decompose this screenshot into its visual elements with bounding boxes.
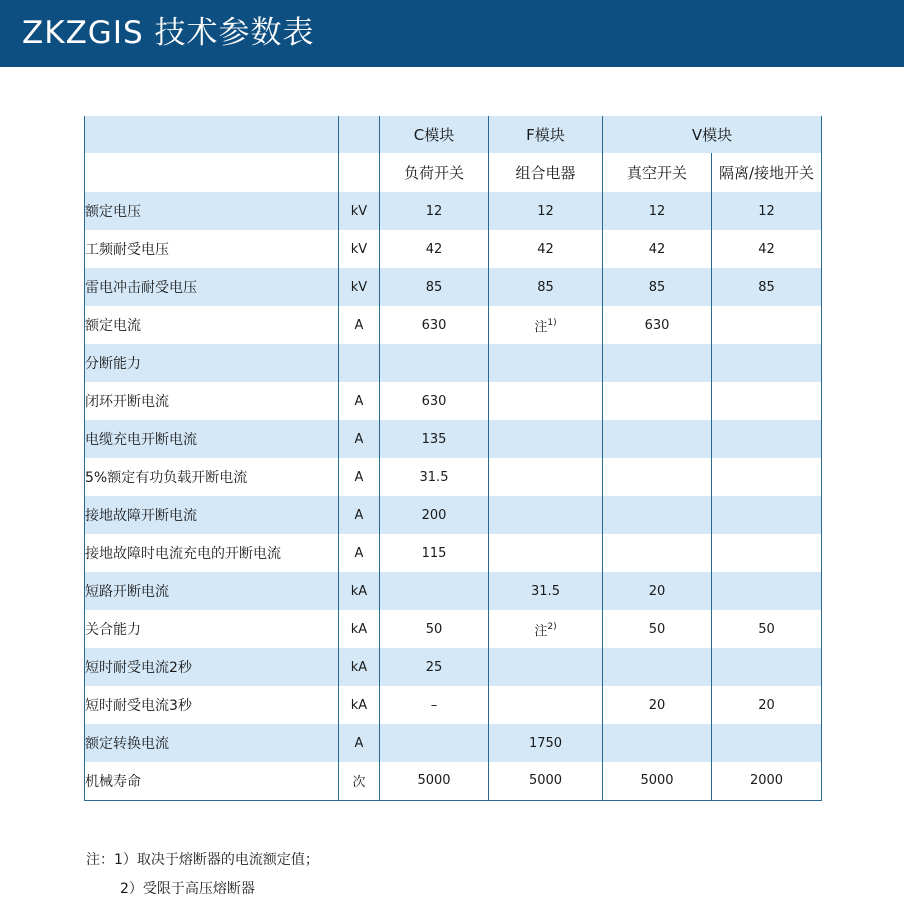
value-c-module-text: 200 [421, 507, 447, 523]
value-v-disconnector [712, 648, 822, 686]
value-c-module-text: 135 [421, 431, 447, 447]
value-c-module-text: 630 [421, 393, 447, 409]
value-c-module [380, 648, 489, 686]
value-f-module [489, 268, 603, 306]
param-name-text: 额定电流 [85, 318, 141, 334]
table-row [85, 534, 822, 572]
value-v-vacuum-text: 85 [648, 279, 666, 295]
value-f-module [489, 762, 603, 800]
value-f-module-text: 1750 [528, 735, 563, 751]
header-c-module: C模块 [380, 116, 489, 153]
value-v-disconnector [712, 610, 822, 648]
param-name [85, 648, 339, 686]
param-name [85, 610, 339, 648]
value-v-disconnector [712, 686, 822, 724]
value-f-module [489, 230, 603, 268]
table-row [85, 230, 822, 268]
param-unit-text: kV [350, 279, 368, 295]
value-v-vacuum [603, 268, 712, 306]
param-name-text: 工频耐受电压 [85, 242, 169, 258]
value-c-module-text: 50 [425, 621, 443, 637]
table-row [85, 344, 822, 382]
value-c-module [380, 496, 489, 534]
value-f-module-text: 31.5 [531, 583, 560, 599]
value-v-disconnector-text: 42 [758, 241, 775, 257]
param-unit-text: 次 [352, 775, 366, 791]
value-f-module [489, 610, 603, 648]
param-unit [339, 344, 380, 382]
table-row [85, 572, 822, 610]
value-v-vacuum-text: 5000 [640, 773, 674, 789]
param-unit [339, 230, 380, 268]
param-name-text: 电缆充电开断电流 [85, 432, 197, 448]
param-unit-text: A [354, 469, 364, 485]
value-c-module [380, 306, 489, 344]
table-row [85, 610, 822, 648]
table-row [85, 268, 822, 306]
param-unit [339, 306, 380, 344]
table-row [85, 686, 822, 724]
param-unit-text: A [354, 545, 364, 561]
param-name-text: 雷电冲击耐受电压 [85, 280, 197, 296]
value-f-module-text: 12 [537, 203, 554, 219]
table-row [85, 762, 822, 800]
header-empty-unit [339, 153, 380, 192]
value-v-disconnector [712, 344, 822, 382]
param-name [85, 496, 339, 534]
value-v-vacuum-text: 42 [648, 241, 666, 257]
value-c-module [380, 534, 489, 572]
value-v-vacuum [603, 382, 712, 420]
value-c-module-text: 85 [425, 279, 443, 295]
header-row-modules [85, 116, 822, 153]
param-unit [339, 458, 380, 496]
value-f-module [489, 724, 603, 762]
value-v-vacuum [603, 344, 712, 382]
value-c-module-text: 5000 [417, 773, 451, 789]
param-unit-text: kA [350, 697, 368, 713]
value-f-module [489, 344, 603, 382]
param-unit [339, 648, 380, 686]
param-name [85, 724, 339, 762]
value-c-module [380, 382, 489, 420]
value-f-module [489, 306, 603, 344]
value-c-module [380, 686, 489, 724]
param-name-text: 额定电压 [85, 204, 141, 220]
param-name [85, 762, 339, 800]
param-unit [339, 192, 380, 230]
param-unit-text: A [354, 317, 364, 333]
value-v-disconnector [712, 534, 822, 572]
value-c-module [380, 230, 489, 268]
param-name [85, 458, 339, 496]
title-bar [0, 0, 904, 67]
value-v-disconnector [712, 192, 822, 230]
value-v-disconnector-text: 2000 [749, 773, 784, 789]
param-unit [339, 724, 380, 762]
param-name-text: 关合能力 [85, 622, 141, 638]
value-c-module [380, 420, 489, 458]
param-unit [339, 686, 380, 724]
value-c-module [380, 762, 489, 800]
value-f-module [489, 192, 603, 230]
param-unit-text: kA [350, 621, 368, 637]
header-f-module: F模块 [489, 116, 603, 153]
value-v-disconnector [712, 572, 822, 610]
value-v-vacuum-text: 12 [648, 203, 666, 219]
value-v-vacuum [603, 762, 712, 800]
value-f-module [489, 572, 603, 610]
param-unit-text: kA [350, 659, 368, 675]
param-unit-text: A [354, 393, 364, 409]
value-c-module-text: 12 [425, 203, 443, 219]
param-unit [339, 382, 380, 420]
value-v-vacuum [603, 306, 712, 344]
value-f-module-text: 42 [537, 241, 554, 257]
value-c-module [380, 610, 489, 648]
param-name [85, 344, 339, 382]
param-name [85, 306, 339, 344]
param-name-text: 短时耐受电流2秒 [85, 660, 192, 676]
value-c-module-text: 115 [421, 545, 447, 561]
value-c-module [380, 458, 489, 496]
param-name-text: 短路开断电流 [85, 584, 169, 600]
value-v-disconnector [712, 268, 822, 306]
param-unit [339, 420, 380, 458]
value-v-vacuum [603, 496, 712, 534]
param-name [85, 230, 339, 268]
value-v-disconnector-text: 20 [758, 697, 775, 713]
value-v-vacuum-text: 20 [648, 583, 666, 599]
param-name-text: 短时耐受电流3秒 [85, 698, 192, 714]
footnote-ref: 2) [547, 621, 557, 632]
value-v-disconnector [712, 382, 822, 420]
value-v-vacuum [603, 458, 712, 496]
value-f-module [489, 648, 603, 686]
table-row [85, 458, 822, 496]
value-c-module [380, 192, 489, 230]
value-c-module-text: – [430, 697, 438, 713]
param-unit [339, 610, 380, 648]
value-v-vacuum [603, 534, 712, 572]
value-c-module-text: 25 [425, 659, 443, 675]
value-f-module [489, 458, 603, 496]
param-unit [339, 496, 380, 534]
value-v-vacuum-text: 630 [644, 317, 670, 333]
value-f-module [489, 686, 603, 724]
header-load-switch: 负荷开关 [380, 153, 489, 192]
value-f-module [489, 420, 603, 458]
header-empty-name [85, 153, 339, 192]
param-unit [339, 534, 380, 572]
value-v-disconnector [712, 230, 822, 268]
value-v-vacuum [603, 610, 712, 648]
param-unit-text: kA [350, 583, 368, 599]
value-v-vacuum [603, 648, 712, 686]
footnote-1: 注：1）取决于熔断器的电流额定值； [86, 852, 319, 868]
param-unit-text: kV [350, 241, 368, 257]
value-v-vacuum [603, 230, 712, 268]
param-name-text: 5%额定有功负载开断电流 [85, 470, 248, 486]
param-unit [339, 268, 380, 306]
value-f-module [489, 534, 603, 572]
param-unit [339, 762, 380, 800]
param-name [85, 382, 339, 420]
value-v-vacuum [603, 420, 712, 458]
footnote-ref: 1) [547, 317, 557, 328]
spec-table [84, 116, 822, 801]
param-name [85, 534, 339, 572]
footnote-2: 2）受限于高压熔断器 [120, 881, 255, 897]
param-unit-text: A [354, 507, 364, 523]
value-c-module [380, 572, 489, 610]
table-row [85, 724, 822, 762]
param-name-text: 接地故障时电流充电的开断电流 [85, 546, 281, 562]
value-v-vacuum [603, 724, 712, 762]
value-v-vacuum [603, 572, 712, 610]
value-v-vacuum [603, 192, 712, 230]
value-f-module [489, 382, 603, 420]
param-name-text: 接地故障开断电流 [85, 508, 197, 524]
header-disconnector-earthing: 隔离/接地开关 [712, 153, 822, 192]
value-v-vacuum-text: 50 [648, 621, 666, 637]
param-unit-text: A [354, 735, 364, 751]
param-name-text: 机械寿命 [85, 773, 141, 790]
table-row [85, 382, 822, 420]
value-v-disconnector [712, 420, 822, 458]
param-name-text: 闭环开断电流 [85, 394, 169, 410]
header-v-module: V模块 [603, 116, 822, 153]
value-v-vacuum [603, 686, 712, 724]
value-c-module [380, 268, 489, 306]
table-row [85, 192, 822, 230]
table-row [85, 420, 822, 458]
param-name-text: 额定转换电流 [85, 736, 169, 752]
header-row-types [85, 153, 822, 192]
param-name [85, 420, 339, 458]
header-combination-unit: 组合电器 [489, 153, 603, 192]
table-row [85, 648, 822, 686]
value-f-module [489, 496, 603, 534]
param-name [85, 572, 339, 610]
table-row [85, 306, 822, 344]
value-f-module-text: 注 [534, 319, 548, 335]
footnotes [86, 846, 319, 904]
header-empty-name [85, 116, 339, 153]
param-name [85, 268, 339, 306]
page-title: ZKZGIS 技术参数表 [22, 15, 315, 51]
value-v-disconnector [712, 306, 822, 344]
param-unit [339, 572, 380, 610]
value-c-module-text: 31.5 [419, 469, 449, 485]
value-v-disconnector-text: 85 [758, 279, 775, 295]
value-f-module-text: 注 [534, 623, 548, 639]
header-empty-unit [339, 116, 380, 153]
value-v-disconnector-text: 12 [758, 203, 775, 219]
param-name-text: 分断能力 [85, 356, 141, 372]
param-name [85, 192, 339, 230]
value-v-disconnector [712, 762, 822, 800]
value-f-module-text: 85 [537, 279, 554, 295]
value-f-module-text: 5000 [528, 773, 563, 789]
value-c-module-text: 630 [421, 317, 447, 333]
value-v-disconnector [712, 724, 822, 762]
value-c-module [380, 724, 489, 762]
param-unit-text: A [354, 431, 364, 447]
table-row [85, 496, 822, 534]
param-name [85, 686, 339, 724]
value-v-disconnector [712, 496, 822, 534]
param-unit-text: kV [350, 203, 368, 219]
value-c-module [380, 344, 489, 382]
value-v-disconnector [712, 458, 822, 496]
value-v-vacuum-text: 20 [648, 697, 666, 713]
value-c-module-text: 42 [425, 241, 443, 257]
value-v-disconnector-text: 50 [758, 621, 775, 637]
header-vacuum-breaker: 真空开关 [603, 153, 712, 192]
